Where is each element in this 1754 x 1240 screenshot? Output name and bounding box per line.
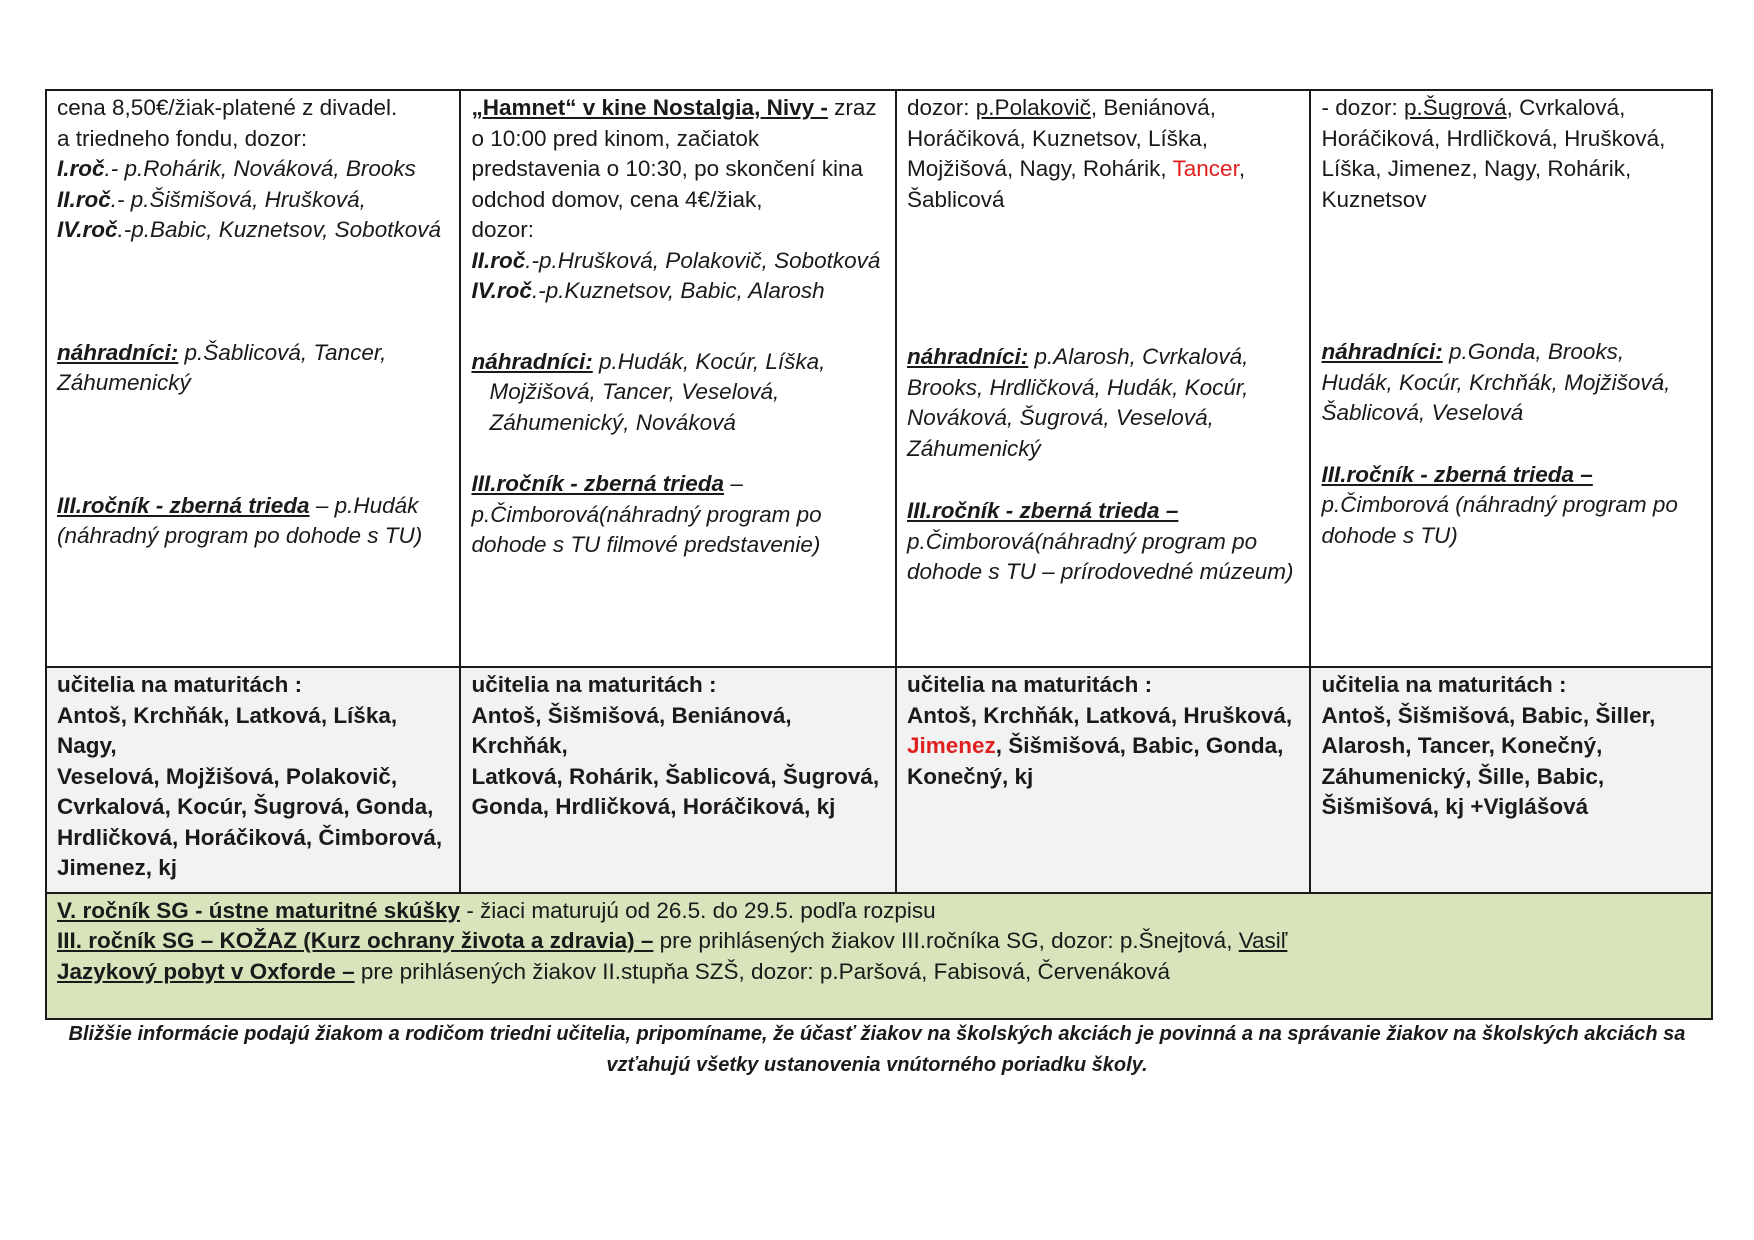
supervision-line: - dozor: p.Šugrová, Cvrkalová, (1321, 95, 1626, 120)
screening-line: predstavenia o 10:30, po skončení kina (471, 156, 864, 181)
kozaz-course-line: III. ročník SG – KOŽAZ (Kurz ochrany života a zdravia) – pre prihlásených žiakov III.ročníka SG, dozor: p.Šnejtová, Vasiľ (57, 928, 1288, 953)
grade-1-supervisors: I.roč.- p.Rohárik, Nováková, Brooks (57, 156, 416, 181)
event-cell-3 (896, 90, 1310, 667)
exam-teachers-row (46, 667, 1712, 893)
exam-teachers-line: Jimenez, kj (57, 855, 178, 880)
exam-teachers-line: Šišmišová, kj +Viglášová (1321, 794, 1589, 819)
third-year-program: p.Čimborová (náhradný program po (1321, 492, 1678, 517)
third-year-program-cont: dohode s TU filmové predstavenie) (471, 532, 821, 557)
exam-teachers-line: Gonda, Hrdličková, Horáčiková, kj (471, 794, 836, 819)
exam-teachers-line: Latková, Rohárik, Šablicová, Šugrová, (471, 763, 880, 789)
grade-2-supervisors: II.roč.- p.Šišmišová, Hrušková, (57, 186, 366, 212)
exam-teachers-line: Konečný, kj (907, 763, 1034, 789)
third-year-class: III.ročník - zberná trieda – (1321, 461, 1593, 487)
third-year-program: p.Čimborová(náhradný program po (471, 501, 822, 527)
exam-teachers-cell-1 (46, 667, 460, 893)
exam-teachers-line: Antoš, Krchňák, Latková, Líška, Nagy, (57, 702, 398, 758)
substitutes: náhradníci: p.Hudák, Kocúr, Líška, (471, 348, 826, 374)
exam-teachers-line: Alarosh, Tancer, Konečný, (1321, 733, 1603, 758)
meeting-line: o 10:00 pred kinom, začiatok (471, 125, 760, 151)
third-year-program-cont: dohode s TU) (1321, 522, 1458, 548)
substitutes-cont-1: Brooks, Hrdličková, Hudák, Kocúr, (907, 374, 1249, 400)
third-year-class: III.ročník - zberná trieda – (471, 471, 743, 496)
supervision-cont-3: Kuznetsov (1321, 186, 1427, 212)
events-row (46, 90, 1712, 667)
grade-2-supervisors: II.roč.-p.Hrušková, Polakovič, Sobotková (471, 247, 881, 273)
exam-teachers-line: Antoš, Krchňák, Latková, Hrušková, (907, 702, 1293, 728)
oxford-stay-line: Jazykový pobyt v Oxforde – pre prihlásených žiakov II.stupňa SZŠ, dozor: p.Paršová, Fabisová, Červenáková (57, 958, 1171, 984)
substitutes-cont-2: Šablicová, Veselová (1321, 400, 1524, 425)
supervision-cont-1: Horáčiková, Kuznetsov, Líška, (907, 125, 1208, 151)
exam-teachers-line: Jimenez, Šišmišová, Babic, Gonda, (907, 733, 1284, 758)
third-year-program: p.Čimborová(náhradný program po (907, 528, 1258, 554)
exam-teachers-cell-2 (460, 667, 896, 893)
third-year-program: (náhradný program po dohode s TU) (57, 523, 423, 548)
exam-teachers-line: Hrdličková, Horáčiková, Čimborová, (57, 824, 443, 850)
supervision-line: a triedneho fondu, dozor: (57, 125, 308, 151)
price-line: cena 8,50€/žiak-platené z divadel. (57, 95, 398, 120)
supervision-cont-3: Šablicová (907, 186, 1005, 212)
supervision-cont-1: Horáčiková, Hrdličková, Hrušková, (1321, 125, 1666, 151)
substitutes-cont: Záhumenický (57, 370, 191, 395)
event-cell-1 (46, 90, 460, 667)
exam-teachers-label: učitelia na maturitách : (471, 672, 717, 697)
supervision-line: dozor: p.Polakovič, Beniánová, (907, 95, 1216, 120)
exam-teachers-line: Antoš, Šišmišová, Beniánová, Krchňák, (471, 702, 792, 758)
oral-exams-line: V. ročník SG - ústne maturitné skúšky - žiaci maturujú od 26.5. do 29.5. podľa rozpisu (57, 897, 936, 923)
event-cell-2 (460, 90, 896, 667)
exam-teachers-line: Antoš, Šišmišová, Babic, Šiller, (1321, 702, 1656, 728)
exam-teachers-cell-3 (896, 667, 1310, 893)
closing-note (60, 1019, 1694, 1081)
exam-teachers-line: Veselová, Mojžišová, Polakovič, (57, 763, 398, 789)
event-cell-4 (1310, 90, 1712, 667)
supervision-cont-2: Líška, Jimenez, Nagy, Rohárik, (1321, 156, 1632, 181)
grade-4-supervisors: IV.roč.-p.Kuznetsov, Babic, Alarosh (471, 278, 825, 303)
third-year-class: III.ročník - zberná trieda – p.Hudák (57, 492, 419, 518)
substitutes-cont-1: Mojžišová, Tancer, Veselová, (489, 379, 780, 404)
substitutes: náhradníci: p.Šablicová, Tancer, (57, 339, 387, 365)
supervision-cont-2: Mojžišová, Nagy, Rohárik, Tancer, (907, 156, 1246, 181)
substitutes-cont-2: Záhumenický, Nováková (489, 409, 736, 435)
third-year-program-cont: dohode s TU – prírodovedné múzeum) (907, 559, 1294, 584)
event-title-line: „Hamnet“ v kine Nostalgia, Nivy - zraz (471, 95, 877, 120)
substitutes-cont-1: Hudák, Kocúr, Krchňák, Mojžišová, (1321, 369, 1671, 395)
exam-teachers-label: učitelia na maturitách : (1321, 672, 1567, 697)
other-events-cell (46, 893, 1712, 1019)
substitutes: náhradníci: p.Alarosh, Cvrkalová, (907, 344, 1249, 369)
third-year-class: III.ročník - zberná trieda – (907, 498, 1179, 523)
substitutes-cont-3: Záhumenický (907, 435, 1041, 461)
grade-4-supervisors: IV.roč.-p.Babic, Kuznetsov, Sobotková (57, 217, 441, 242)
exam-teachers-line: Cvrkalová, Kocúr, Šugrová, Gonda, (57, 794, 434, 819)
supervision-label: dozor: (471, 217, 535, 242)
exam-teachers-label: učitelia na maturitách : (57, 672, 303, 697)
closing-note-line-2: vzťahujú všetky ustanovenia vnútorného poriadku školy. (606, 1054, 1148, 1076)
closing-note-line-1: Bližšie informácie podajú žiakom a rodičom triedni učitelia, pripomíname, že účasť žiakov na školských akciách je povinná a na správanie žiakov na školských akciách sa (68, 1023, 1686, 1045)
exam-teachers-cell-4 (1310, 667, 1712, 893)
schedule-table (45, 89, 1713, 1020)
exam-teachers-label: učitelia na maturitách : (907, 672, 1153, 697)
other-events-row (46, 893, 1712, 1019)
price-line: odchod domov, cena 4€/žiak, (471, 186, 763, 212)
substitutes-cont-2: Nováková, Šugrová, Veselová, (907, 405, 1214, 430)
substitutes: náhradníci: p.Gonda, Brooks, (1321, 339, 1625, 364)
exam-teachers-line: Záhumenický, Šille, Babic, (1321, 763, 1605, 789)
